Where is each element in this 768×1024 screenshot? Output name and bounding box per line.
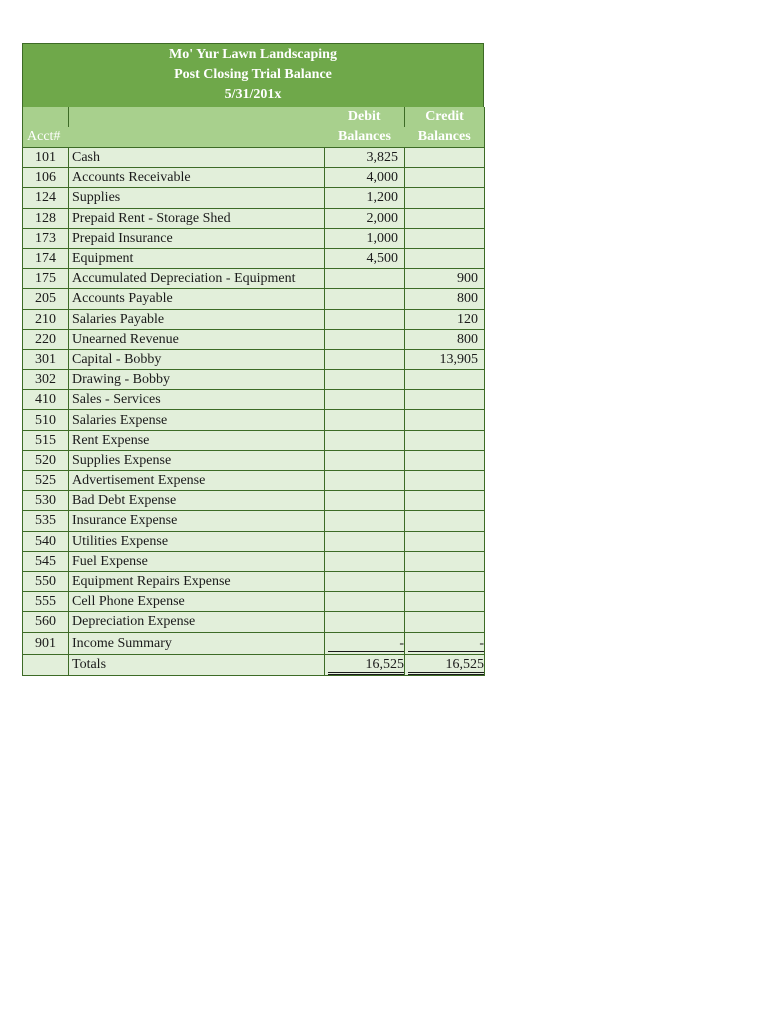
table-row	[23, 370, 485, 390]
account-rows	[23, 148, 485, 676]
account-name: Equipment Repairs Expense	[69, 571, 325, 591]
account-name: Cash	[69, 148, 325, 168]
credit-balance: 120	[405, 309, 485, 329]
account-name: Fuel Expense	[69, 551, 325, 571]
account-number: 205	[23, 289, 69, 309]
debit-balance	[325, 329, 405, 349]
table-row	[23, 208, 485, 228]
credit-balance	[405, 390, 485, 410]
account-name: Salaries Payable	[69, 309, 325, 329]
account-number: 535	[23, 511, 69, 531]
account-name: Accounts Payable	[69, 289, 325, 309]
table-row	[23, 349, 485, 369]
account-number: 106	[23, 168, 69, 188]
credit-balance	[405, 471, 485, 491]
table-row	[23, 592, 485, 612]
account-number: 174	[23, 248, 69, 268]
debit-balance	[325, 551, 405, 571]
account-number: 540	[23, 531, 69, 551]
table-row	[23, 188, 485, 208]
debit-balance: 3,825	[325, 148, 405, 168]
credit-balance	[405, 491, 485, 511]
credit-balance	[405, 148, 485, 168]
table-row	[23, 390, 485, 410]
account-number: 410	[23, 390, 69, 410]
account-number: 550	[23, 571, 69, 591]
credit-total: 16,525	[408, 657, 484, 675]
header-row-top	[23, 107, 485, 127]
income-summary-row	[23, 632, 485, 654]
account-number: 560	[23, 612, 69, 632]
debit-balance: 1,000	[325, 228, 405, 248]
debit-balance: 2,000	[325, 208, 405, 228]
table-row	[23, 450, 485, 470]
account-name: Prepaid Insurance	[69, 228, 325, 248]
account-name: Depreciation Expense	[69, 612, 325, 632]
table-row	[23, 168, 485, 188]
statement-title: Post Closing Trial Balance	[174, 67, 332, 82]
account-number: 545	[23, 551, 69, 571]
account-name: Drawing - Bobby	[69, 370, 325, 390]
account-name: Insurance Expense	[69, 511, 325, 531]
table-row	[23, 228, 485, 248]
debit-balance	[325, 511, 405, 531]
company-name: Mo' Yur Lawn Landscaping	[169, 47, 337, 62]
credit-balance: 800	[405, 289, 485, 309]
account-name: Equipment	[69, 248, 325, 268]
debit-balance	[325, 450, 405, 470]
debit-balance	[325, 349, 405, 369]
account-name: Bad Debt Expense	[69, 491, 325, 511]
credit-header-bottom: Balances	[405, 127, 485, 148]
credit-balance	[405, 228, 485, 248]
account-number: 101	[23, 148, 69, 168]
debit-balance: 1,200	[325, 188, 405, 208]
debit-header-top: Debit	[325, 107, 405, 127]
debit-balance	[325, 269, 405, 289]
totals-label: Totals	[69, 654, 325, 675]
account-number: 555	[23, 592, 69, 612]
header-row-bottom	[23, 127, 485, 148]
account-number: 220	[23, 329, 69, 349]
table-row	[23, 269, 485, 289]
debit-balance	[325, 390, 405, 410]
debit-total: 16,525	[328, 657, 404, 675]
credit-balance: 800	[405, 329, 485, 349]
account-number: 520	[23, 450, 69, 470]
table-row	[23, 511, 485, 531]
credit-balance: 13,905	[405, 349, 485, 369]
account-name: Accumulated Depreciation - Equipment	[69, 269, 325, 289]
table-row	[23, 430, 485, 450]
account-name: Sales - Services	[69, 390, 325, 410]
credit-balance	[405, 430, 485, 450]
credit-balance	[405, 571, 485, 591]
debit-balance	[325, 430, 405, 450]
account-number: 175	[23, 269, 69, 289]
debit-balance	[325, 571, 405, 591]
debit-balance: 4,000	[325, 168, 405, 188]
totals-row	[23, 654, 485, 675]
credit-balance	[405, 551, 485, 571]
account-number: 510	[23, 410, 69, 430]
account-name: Prepaid Rent - Storage Shed	[69, 208, 325, 228]
credit-header-top: Credit	[405, 107, 485, 127]
credit-balance: -	[408, 636, 484, 652]
account-name: Advertisement Expense	[69, 471, 325, 491]
account-number: 525	[23, 471, 69, 491]
table-row	[23, 531, 485, 551]
credit-balance	[405, 450, 485, 470]
table-row	[23, 491, 485, 511]
debit-balance	[325, 471, 405, 491]
debit-balance	[325, 289, 405, 309]
account-name: Income Summary	[69, 632, 325, 654]
account-number: 901	[23, 632, 69, 654]
debit-balance	[325, 592, 405, 612]
account-name: Unearned Revenue	[69, 329, 325, 349]
credit-balance	[405, 592, 485, 612]
account-name: Supplies	[69, 188, 325, 208]
account-number: 515	[23, 430, 69, 450]
trial-balance-table	[22, 107, 485, 676]
debit-header-bottom: Balances	[325, 127, 405, 148]
debit-balance	[325, 410, 405, 430]
table-row	[23, 410, 485, 430]
credit-balance	[405, 168, 485, 188]
account-name: Cell Phone Expense	[69, 592, 325, 612]
credit-balance: 900	[405, 269, 485, 289]
account-number: 124	[23, 188, 69, 208]
trial-balance-sheet	[22, 43, 484, 676]
account-name: Accounts Receivable	[69, 168, 325, 188]
account-number: 128	[23, 208, 69, 228]
credit-balance	[405, 248, 485, 268]
table-row	[23, 248, 485, 268]
table-row	[23, 329, 485, 349]
report-title-block	[22, 43, 484, 107]
account-name: Utilities Expense	[69, 531, 325, 551]
debit-balance	[325, 370, 405, 390]
table-row	[23, 471, 485, 491]
account-number: 173	[23, 228, 69, 248]
credit-balance	[405, 531, 485, 551]
credit-balance	[405, 612, 485, 632]
debit-balance: 4,500	[325, 248, 405, 268]
table-row	[23, 571, 485, 591]
credit-balance	[405, 188, 485, 208]
account-number: 301	[23, 349, 69, 369]
statement-date: 5/31/201x	[224, 87, 282, 102]
account-name: Capital - Bobby	[69, 349, 325, 369]
debit-balance	[325, 309, 405, 329]
credit-balance	[405, 410, 485, 430]
table-row	[23, 289, 485, 309]
account-name: Rent Expense	[69, 430, 325, 450]
debit-balance	[325, 491, 405, 511]
credit-balance	[405, 370, 485, 390]
table-row	[23, 551, 485, 571]
account-name: Salaries Expense	[69, 410, 325, 430]
table-row	[23, 309, 485, 329]
account-name: Supplies Expense	[69, 450, 325, 470]
acct-header: Acct#	[23, 127, 69, 148]
debit-balance	[325, 531, 405, 551]
credit-balance	[405, 511, 485, 531]
debit-balance: -	[328, 636, 404, 652]
account-number: 210	[23, 309, 69, 329]
account-number: 302	[23, 370, 69, 390]
table-row	[23, 148, 485, 168]
account-number: 530	[23, 491, 69, 511]
table-row	[23, 612, 485, 632]
credit-balance	[405, 208, 485, 228]
debit-balance	[325, 612, 405, 632]
